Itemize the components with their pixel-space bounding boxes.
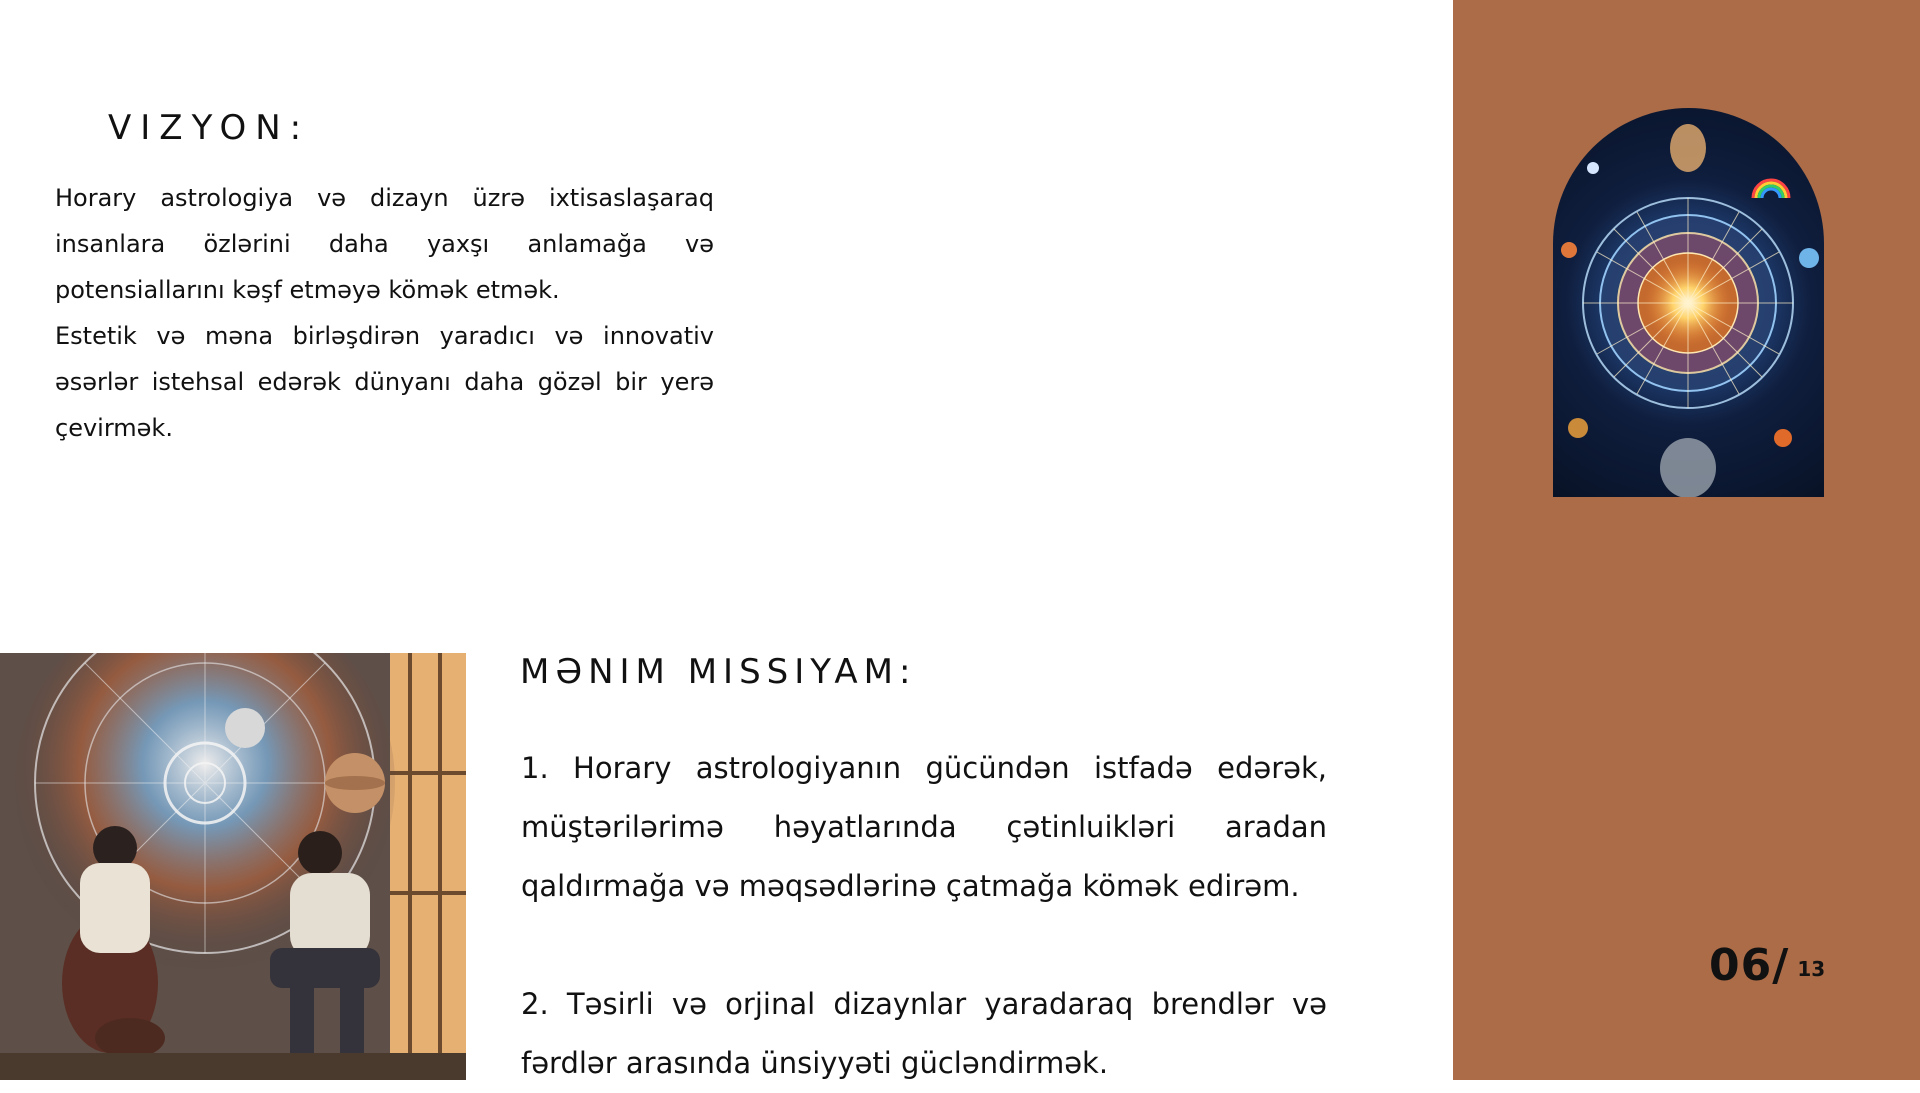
- vision-title: VIZYON:: [108, 108, 311, 148]
- page-total: 13: [1797, 957, 1826, 981]
- vision-paragraph-2: Estetik və məna birləşdirən yaradıcı və innovativ əsərlər istehsal edərək dünyanı daha gözəl bir yerə çevirmək.: [55, 322, 714, 442]
- vision-paragraph-1: Horary astrologiya və dizayn üzrə ixtisaslaşaraq insanlara özlərini daha yaxşı anlamağa və potensiallarını kəşf etməyə kömək etmək.: [55, 184, 714, 304]
- mission-paragraph-1: 1. Horary astrologiyanın gücündən istfadə edərək, müştərilərimə həyatlarında çətinluikləri aradan qaldırmağa və məqsədlərinə çatmağa kömək edirəm.: [521, 751, 1327, 903]
- page-number: [1709, 940, 1825, 991]
- sidebar-panel: [1453, 0, 1920, 1080]
- astrology-consultation-image: [0, 653, 466, 1080]
- page-current: 06/: [1709, 940, 1790, 991]
- zodiac-wheel-image: [1553, 108, 1824, 497]
- mission-title: MƏNIM MISSIYAM:: [520, 652, 917, 692]
- mission-paragraph-2: 2. Təsirli və orjinal dizaynlar yaradaraq brendlər və fərdlər arasında ünsiyyəti gücləndirmək.: [521, 987, 1327, 1080]
- astrology-consultation-illustration: [0, 653, 466, 1080]
- zodiac-wheel-illustration: [1553, 108, 1824, 497]
